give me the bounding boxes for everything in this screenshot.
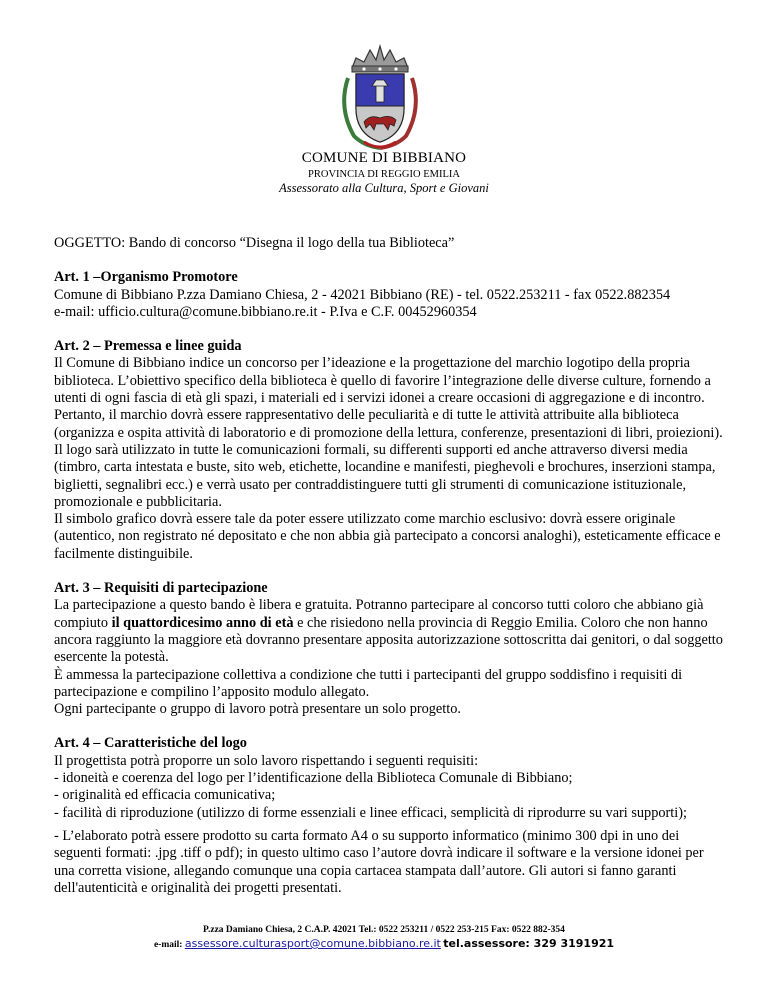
article-2-paragraph-2: Il logo sarà utilizzato in tutte le comunicazioni formali, su differenti supporti ed anche attraverso diversi media (timbro, carta intestata e buste, sito web, etichette, locandine e manifesti, pieghevoli e brochures, inserzioni stampa, biglietti, segnalibri ecc.) e verrà usato per contraddistinguere tutti gli strumenti di comunicazione istituzionale, promozionale e pubblicitaria.	[54, 441, 716, 510]
article-3-paragraph-1	[54, 597, 724, 666]
footer	[0, 923, 768, 952]
article-4-item-1: - idoneità e coerenza del logo per l’identificazione della Biblioteca Comunale di Bibbiano;	[54, 770, 573, 787]
footer-email-label: e-mail:	[153, 940, 183, 950]
municipal-crest-icon	[334, 38, 426, 152]
document-body	[54, 235, 724, 914]
subject-line: OGGETTO: Bando di concorso “Disegna il logo della tua Biblioteca”	[54, 235, 455, 251]
provincia-name: PROVINCIA DI REGGIO EMILIA	[308, 169, 460, 180]
article-3-paragraph-3: Ogni partecipante o gruppo di lavoro potrà presentare un solo progetto.	[54, 701, 461, 718]
footer-phone: tel.assessore: 329 3191921	[443, 937, 615, 950]
article-3-title: Art. 3 – Requisiti di partecipazione	[54, 580, 268, 597]
article-4-item-2: - originalità ed efficacia comunicativa;	[54, 787, 276, 804]
article-1-line-2: e-mail: ufficio.cultura@comune.bibbiano.re.it - P.Iva e C.F. 00452960354	[54, 303, 477, 320]
article-2-title: Art. 2 – Premessa e linee guida	[54, 338, 242, 355]
article-2-paragraph-1: Il Comune di Bibbiano indice un concorso per l’ideazione e la progettazione del marchio logotipo della propria biblioteca. L’obiettivo specifico della biblioteca è quello di favorire l’integrazione delle diverse culture, fornendo a utenti di ogni fascia di età gli spazi, i materiali ed i servizi idonei a creare occasioni di aggregazione e di incontro. Pertanto, il marchio dovrà essere rappresentativo delle peculiarità e di tutte le attività attribuite alla biblioteca (organizza e ospita attività di laboratorio e di promozione della lettura, conferenze, presentazioni di libri, proiezioni).	[54, 355, 723, 441]
article-1	[54, 269, 724, 321]
article-4-title: Art. 4 – Caratteristiche del logo	[54, 735, 247, 752]
article-4	[54, 735, 724, 897]
article-1-title: Art. 1 –Organismo Promotore	[54, 269, 238, 286]
article-3-text-after: e che risiedono nella provincia di Reggio Emilia. Coloro che non hanno ancora raggiunto la maggiore età dovranno presentare apposita autorizzazione sottoscritta dai genitori, o dal soggetto esercente la potestà.	[54, 614, 723, 666]
comune-name: COMUNE DI BIBBIANO	[301, 150, 467, 166]
article-4-item-3: - facilità di riproduzione (utilizzo di forme essenziali e linee efficaci, semplicità di riprodurre su vari supporti);	[54, 804, 687, 821]
article-2-paragraph-3: Il simbolo grafico dovrà essere tale da poter essere utilizzato come marchio esclusivo: dovrà essere originale (autentico, non registrato né depositato e che non abbia già partecipato a concorsi analoghi), esteticamente efficace e facilmente distinguibile.	[54, 511, 721, 562]
assessorato-name: Assessorato alla Cultura, Sport e Giovani	[279, 181, 489, 195]
article-3-paragraph-2: È ammessa la partecipazione collettiva a condizione che tutti i partecipanti del gruppo soddisfino i requisiti di partecipazione e compilino l’apposito modulo allegato.	[54, 666, 683, 700]
article-3-text-before: La partecipazione a questo bando è libera e gratuita. Potranno partecipare al concorso tutti coloro che abbiano già compiuto	[54, 597, 704, 631]
footer-contact	[0, 937, 768, 952]
article-3	[54, 580, 724, 718]
article-2	[54, 338, 724, 563]
article-3-age-requirement: il quattordicesimo anno di età	[111, 614, 294, 631]
article-1-line-1: Comune di Bibbiano P.zza Damiano Chiesa, 2 - 42021 Bibbiano (RE) - tel. 0522.253211 - fax 0522.882354	[54, 286, 671, 303]
article-4-paragraph-last: - L’elaborato potrà essere prodotto su carta formato A4 o su supporto informatico (minimo 300 dpi in uno dei seguenti formati: .jpg .tiff o pdf); in questo ultimo caso l’autore dovrà indicare il software e la versione idonei per una corretta visione, allegando comunque una copia cartacea stampata dall’autore. Gli autori si fanno garanti dell'autenticità e originalità dei progetti presentati.	[54, 827, 704, 896]
footer-email-link[interactable]: assessore.culturasport@comune.bibbiano.re.it	[184, 937, 441, 950]
article-4-intro: Il progettista potrà proporre un solo lavoro rispettando i seguenti requisiti:	[54, 752, 479, 769]
footer-address: P.zza Damiano Chiesa, 2 C.A.P. 42021 Tel.: 0522 253211 / 0522 253-215 Fax: 0522 882-354	[203, 925, 565, 935]
